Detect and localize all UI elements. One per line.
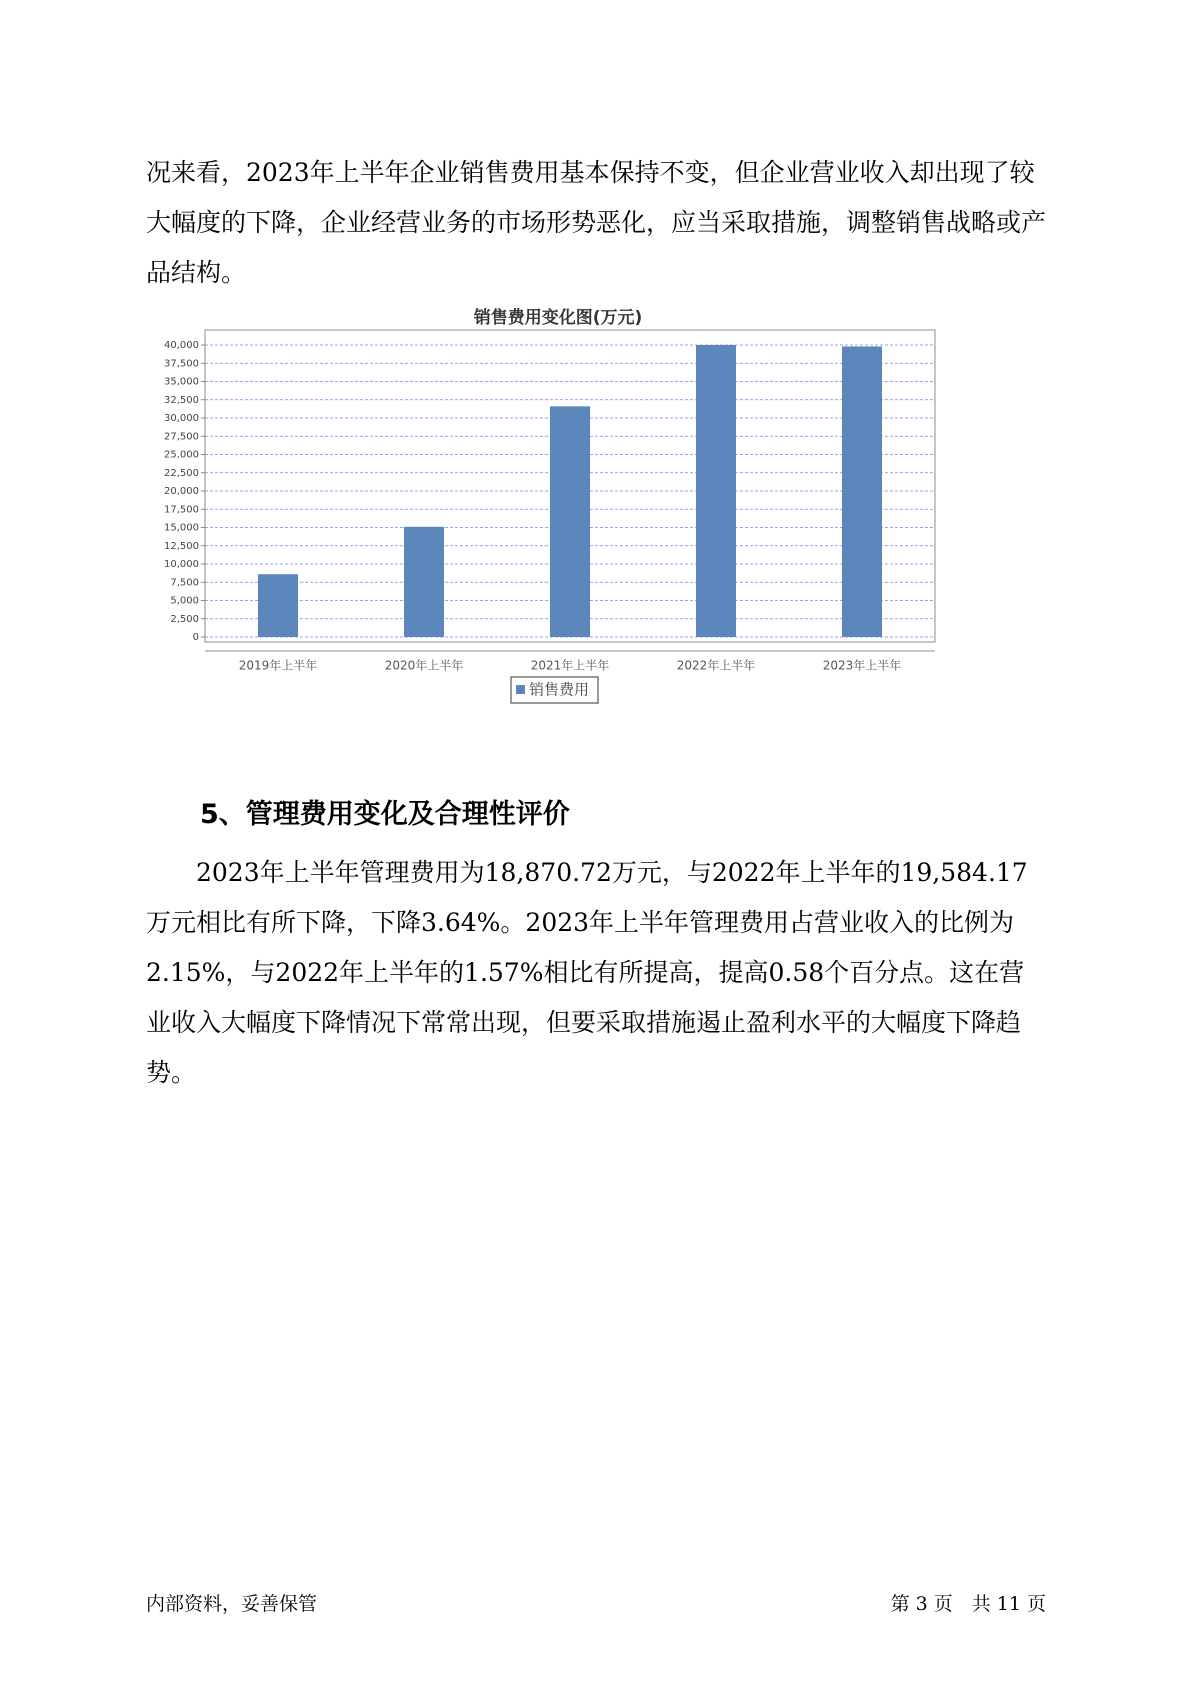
- y-tick-label: 7,500: [170, 577, 199, 589]
- y-tick-label: 27,500: [164, 431, 199, 443]
- y-tick-label: 0: [192, 632, 199, 643]
- y-tick-label: 5,000: [170, 595, 199, 607]
- x-tick-label: 2021年上半年: [530, 658, 610, 673]
- legend: [511, 677, 598, 703]
- x-tick-label: 2022年上半年: [676, 658, 756, 673]
- y-tick-label: 20,000: [164, 486, 199, 497]
- paragraph-text: 况来看，2023年上半年企业销售费用基本保持不变，但企业营业收入却出现了较大幅度的下降，企业经营业务的市场形势恶化，应当采取措施，调整销售战略或产品结构。: [146, 158, 1047, 287]
- y-tick-label: 15,000: [164, 522, 199, 534]
- section-heading: 5、管理费用变化及合理性评价: [200, 799, 570, 830]
- intro-paragraph: [146, 148, 1046, 298]
- x-axis-ticks: [239, 658, 902, 673]
- y-tick-label: 12,500: [164, 540, 199, 552]
- paragraph-text: 2023年上半年管理费用为18,870.72万元，与2022年上半年的19,584.17万元相比有所下降，下降3.64%。2023年上半年管理费用占营业收入的比例为2.15%，与2022年上半年的1.57%相比有所提高，提高0.58个百分点。这在营业收入大幅度下降情况下常常出现，但要采取措施遏止盈利水平的大幅度下降趋势。: [146, 858, 1028, 1087]
- y-tick-label: 10,000: [164, 559, 199, 570]
- sales-expense-chart: [158, 305, 1018, 765]
- y-tick-label: 2,500: [170, 613, 199, 625]
- legend-swatch: [516, 685, 525, 694]
- x-tick-label: 2019年上半年: [238, 658, 318, 673]
- x-tick-label: 2020年上半年: [384, 658, 464, 673]
- legend-label: 销售费用: [529, 680, 590, 699]
- y-tick-label: 35,000: [164, 376, 199, 388]
- chart-title: 销售费用变化图(万元): [473, 308, 643, 328]
- y-tick-label: 32,500: [164, 394, 199, 406]
- y-axis-ticks: [164, 340, 205, 643]
- y-tick-label: 37,500: [164, 358, 199, 370]
- y-tick-label: 25,000: [164, 449, 199, 461]
- footer-confidential-note: 内部资料，妥善保管: [146, 1593, 318, 1615]
- bar: [696, 345, 736, 637]
- admin-expense-paragraph: [146, 848, 1046, 1098]
- bar: [550, 406, 590, 637]
- footer-page-number: 第 3 页 共 11 页: [890, 1593, 1046, 1615]
- y-tick-label: 17,500: [164, 504, 199, 516]
- y-tick-label: 30,000: [164, 413, 199, 424]
- x-tick-label: 2023年上半年: [822, 658, 902, 673]
- bar: [842, 346, 882, 637]
- bar: [404, 527, 444, 637]
- y-tick-label: 22,500: [164, 467, 199, 479]
- bar: [258, 574, 298, 637]
- y-tick-label: 40,000: [164, 340, 199, 351]
- chart-canvas: [158, 305, 1018, 765]
